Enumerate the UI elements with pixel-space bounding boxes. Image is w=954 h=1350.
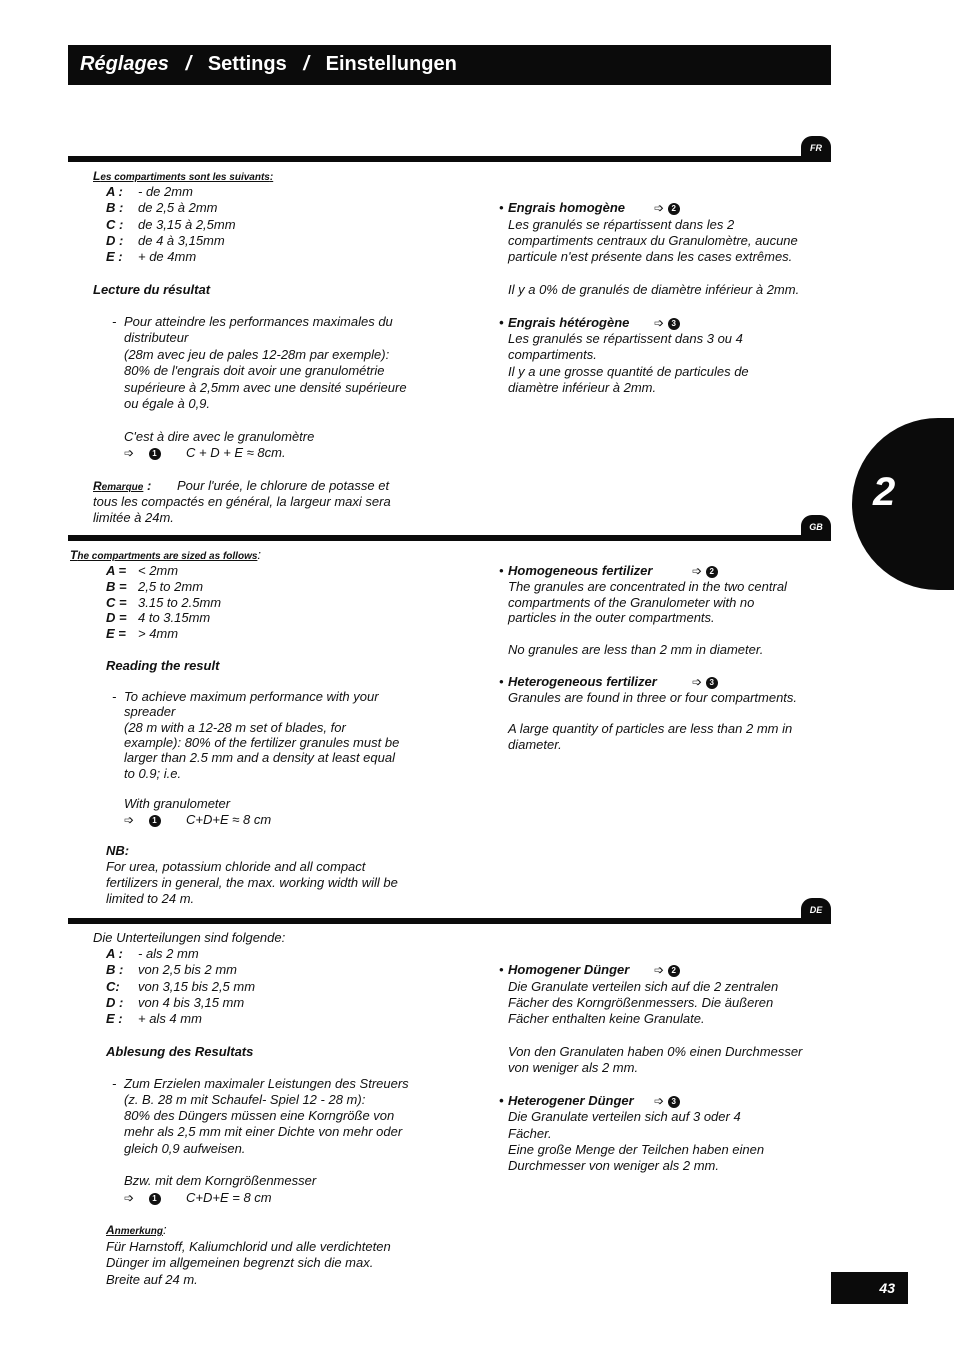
title-en: Settings: [207, 53, 287, 75]
right-arrow-icon: ➩: [124, 446, 135, 460]
gb-granulo-line: With granulometer: [124, 796, 231, 811]
de-reading-line: 80% des Düngers müssen eine Korngröße von: [124, 1108, 395, 1123]
fr-remark-line: limitée à 24m.: [93, 510, 174, 525]
gb-reading-line: To achieve maximum performance with your: [124, 689, 379, 704]
gb-row-label: D =: [106, 610, 127, 625]
de-remark-line: Breite auf 24 m.: [106, 1272, 198, 1287]
de-formula: C+D+E = 8 cm: [186, 1190, 272, 1205]
gb-bullet: •: [499, 563, 504, 578]
de-hetero-line: Die Granulate verteilen sich auf 3 oder 4: [508, 1109, 741, 1124]
fr-row-label: E :: [106, 249, 123, 264]
title-fr: Réglages: [80, 53, 169, 75]
fr-remark-line: Pour l'urée, le chlorure de potasse et: [177, 478, 390, 493]
gb-hetero-ref: [692, 674, 718, 690]
gb-formula: C+D+E ≈ 8 cm: [186, 812, 272, 827]
fr-reading-line: (28m avec jeu de pales 12-28m par exemple):: [124, 347, 390, 362]
fr-reading-title: Lecture du résultat: [93, 282, 211, 297]
gb-homog-title: Homogeneous fertilizer: [508, 563, 653, 578]
de-hetero-line: Durchmesser von weniger als 2 mm.: [508, 1158, 719, 1173]
right-arrow-icon: ➩: [654, 1094, 665, 1108]
section-divider-fr: [68, 156, 831, 162]
chapter-number: 2: [873, 470, 896, 514]
title-separator: /: [185, 53, 192, 75]
de-hetero-line: Eine große Menge der Teilchen haben einen: [508, 1142, 765, 1157]
right-arrow-icon: ➩: [124, 1191, 135, 1205]
gb-row-value: 4 to 3.15mm: [138, 610, 211, 625]
page-header-title: [80, 53, 457, 76]
de-homog-line: Fächer des Korngrößenmessers. Die äußeren: [508, 995, 774, 1010]
gb-reading-line: to 0.9; i.e.: [124, 766, 182, 781]
de-dash: -: [112, 1076, 117, 1091]
section-divider-de: [68, 918, 831, 924]
gb-reading-line: spreader: [124, 704, 176, 719]
de-reading-line: Zum Erzielen maximaler Leistungen des Streuers: [124, 1076, 409, 1091]
de-row-value: von 3,15 bis 2,5 mm: [138, 979, 256, 994]
de-remark-line: Dünger im allgemeinen begrenzt sich die max.: [106, 1255, 374, 1270]
de-bullet: •: [499, 962, 504, 977]
gb-row-label: B =: [106, 579, 127, 594]
fr-homog-note: Il y a 0% de granulés de diamètre inférieur à 2mm.: [508, 282, 800, 297]
gb-reading-line: (28 m with a 12-28 m set of blades, for: [124, 720, 346, 735]
gb-row-label: A =: [106, 563, 127, 578]
gb-bullet: •: [499, 674, 504, 689]
gb-reading-title: Reading the result: [106, 658, 220, 673]
gb-row-value: 2,5 to 2mm: [138, 579, 204, 594]
fr-homog-line: Les granulés se répartissent dans les 2: [508, 217, 735, 232]
de-row-label: D :: [106, 995, 124, 1010]
fr-hetero-line: Il y a une grosse quantité de particules de: [508, 364, 749, 379]
fr-reading-line: 80% de l'engrais doit avoir une granulométrie: [124, 363, 385, 378]
fr-row-value: de 2,5 à 2mm: [138, 200, 218, 215]
right-arrow-icon: ➩: [654, 963, 665, 977]
fr-granulo-line: C'est à dire avec le granulomètre: [124, 429, 315, 444]
numbered-circle-icon: 3: [706, 677, 718, 689]
de-row-value: von 4 bis 3,15 mm: [138, 995, 245, 1010]
lang-tab-gb: GB: [801, 515, 831, 537]
gb-hetero-line: Granules are found in three or four compartments.: [508, 690, 798, 705]
de-homog-line: Die Granulate verteilen sich auf die 2 zentralen: [508, 979, 779, 994]
de-bullet: •: [499, 1093, 504, 1108]
right-arrow-icon: ➩: [692, 564, 703, 578]
de-hetero-title: Heterogener Dünger: [508, 1093, 634, 1108]
fr-remark-label: Remarque :: [93, 478, 152, 493]
fr-hetero-line: compartiments.: [508, 347, 597, 362]
right-arrow-icon: ➩: [654, 201, 665, 215]
gb-dash: -: [112, 689, 117, 704]
fr-heading: Les compartiments sont les suivants:: [93, 169, 274, 183]
fr-formula: C + D + E ≈ 8cm.: [186, 445, 286, 460]
de-heading: Die Unterteilungen sind folgende:: [93, 930, 286, 945]
numbered-circle-icon: 3: [668, 1096, 680, 1108]
fr-homog-line: particule n'est présente dans les cases extrêmes.: [508, 249, 793, 264]
fr-row-label: C :: [106, 217, 124, 232]
de-row-value: - als 2 mm: [138, 946, 199, 961]
de-hetero-ref: [654, 1093, 680, 1109]
de-row-label: C:: [106, 979, 120, 994]
gb-row-value: < 2mm: [138, 563, 179, 578]
numbered-circle-icon: 2: [668, 203, 680, 215]
fr-reading-line: supérieure à 2,5mm avec une densité supérieure: [124, 380, 407, 395]
fr-bullet: •: [499, 315, 504, 330]
de-homog-line: Fächer enthalten keine Granulate.: [508, 1011, 705, 1026]
fr-row-label: B :: [106, 200, 124, 215]
gb-hetero-title: Heterogeneous fertilizer: [508, 674, 657, 689]
title-de: Einstellungen: [325, 53, 457, 75]
de-homog-ref: [654, 962, 680, 978]
fr-hetero-line: Les granulés se répartissent dans 3 ou 4: [508, 331, 743, 346]
de-reading-line: gleich 0,9 aufweisen.: [124, 1141, 246, 1156]
fr-row-value: de 3,15 à 2,5mm: [138, 217, 236, 232]
gb-row-value: 3.15 to 2.5mm: [138, 595, 222, 610]
gb-homog-line: particles in the outer compartments.: [508, 610, 715, 625]
fr-reading-line: distributeur: [124, 330, 189, 345]
gb-nb-title: NB:: [106, 843, 130, 858]
de-homog-note: von weniger als 2 mm.: [508, 1060, 639, 1075]
numbered-circle-icon: 1: [149, 1193, 161, 1205]
chapter-tab: [852, 418, 954, 590]
fr-remark-line: tous les compactés en général, la largeur maxi sera: [93, 494, 391, 509]
de-formula-row: [124, 1190, 161, 1206]
gb-homog-line: The granules are concentrated in the two central: [508, 579, 787, 594]
gb-formula-row: [124, 812, 161, 828]
de-reading-title: Ablesung des Resultats: [106, 1044, 254, 1059]
fr-row-value: - de 2mm: [138, 184, 193, 199]
fr-homog-title: Engrais homogène: [508, 200, 626, 215]
fr-row-value: de 4 à 3,15mm: [138, 233, 225, 248]
numbered-circle-icon: 3: [668, 318, 680, 330]
fr-hetero-title: Engrais hétérogène: [508, 315, 630, 330]
lang-tab-de: DE: [801, 898, 831, 920]
title-separator: /: [303, 53, 309, 75]
gb-nb-line: fertilizers in general, the max. working width will be: [106, 875, 398, 890]
gb-homog-ref: [692, 563, 718, 579]
numbered-circle-icon: 1: [149, 815, 161, 827]
de-row-label: E :: [106, 1011, 123, 1026]
right-arrow-icon: ➩: [124, 813, 135, 827]
gb-row-label: C =: [106, 595, 127, 610]
de-remark-line: Für Harnstoff, Kaliumchlorid und alle verdichteten: [106, 1239, 391, 1254]
fr-row-label: A :: [106, 184, 123, 199]
fr-homog-ref: [654, 200, 680, 216]
de-row-value: von 2,5 bis 2 mm: [138, 962, 237, 977]
de-homog-title: Homogener Dünger: [508, 962, 630, 977]
de-reading-line: (z. B. 28 m mit Schaufel- Spiel 12 - 28 m):: [124, 1092, 366, 1107]
fr-row-label: D :: [106, 233, 124, 248]
fr-formula-row: [124, 445, 161, 461]
fr-homog-line: compartiments centraux du Granulomètre, aucune: [508, 233, 798, 248]
fr-bullet: •: [499, 200, 504, 215]
de-row-label: A :: [106, 946, 123, 961]
de-hetero-line: Fächer.: [508, 1126, 552, 1141]
gb-nb-line: For urea, potassium chloride and all compact: [106, 859, 366, 874]
de-granulo-line: Bzw. mit dem Korngrößenmesser: [124, 1173, 317, 1188]
right-arrow-icon: ➩: [654, 316, 665, 330]
de-homog-note: Von den Granulaten haben 0% einen Durchmesser: [508, 1044, 803, 1059]
numbered-circle-icon: 1: [149, 448, 161, 460]
gb-heading: The compartments are sized as follows:: [70, 547, 262, 562]
numbered-circle-icon: 2: [706, 566, 718, 578]
gb-nb-line: limited to 24 m.: [106, 891, 195, 906]
fr-dash: -: [112, 314, 117, 329]
gb-reading-line: larger than 2.5 mm and a density at least equal: [124, 750, 395, 765]
fr-hetero-line: diamètre inférieur à 2mm.: [508, 380, 657, 395]
gb-hetero-note: A large quantity of particles are less than 2 mm in: [508, 721, 793, 736]
de-row-value: + als 4 mm: [138, 1011, 202, 1026]
fr-hetero-ref: [654, 315, 680, 331]
gb-homog-line: compartments of the Granulometer with no: [508, 595, 755, 610]
gb-row-label: E =: [106, 626, 126, 641]
fr-reading-line: ou égale à 0,9.: [124, 396, 211, 411]
lang-tab-fr: FR: [801, 136, 831, 158]
fr-row-value: + de 4mm: [138, 249, 197, 264]
gb-hetero-note: diameter.: [508, 737, 562, 752]
de-remark-label: Anmerkung:: [106, 1222, 167, 1237]
right-arrow-icon: ➩: [692, 675, 703, 689]
gb-reading-line: example): 80% of the fertilizer granules must be: [124, 735, 400, 750]
page-number: 43: [879, 1280, 895, 1296]
numbered-circle-icon: 2: [668, 965, 680, 977]
section-divider-gb: [68, 535, 831, 541]
fr-reading-line: Pour atteindre les performances maximales du: [124, 314, 393, 329]
gb-row-value: > 4mm: [138, 626, 179, 641]
gb-homog-note: No granules are less than 2 mm in diameter.: [508, 642, 764, 657]
de-row-label: B :: [106, 962, 124, 977]
de-reading-line: mehr als 2,5 mm mit einer Dichte von mehr oder: [124, 1124, 403, 1139]
